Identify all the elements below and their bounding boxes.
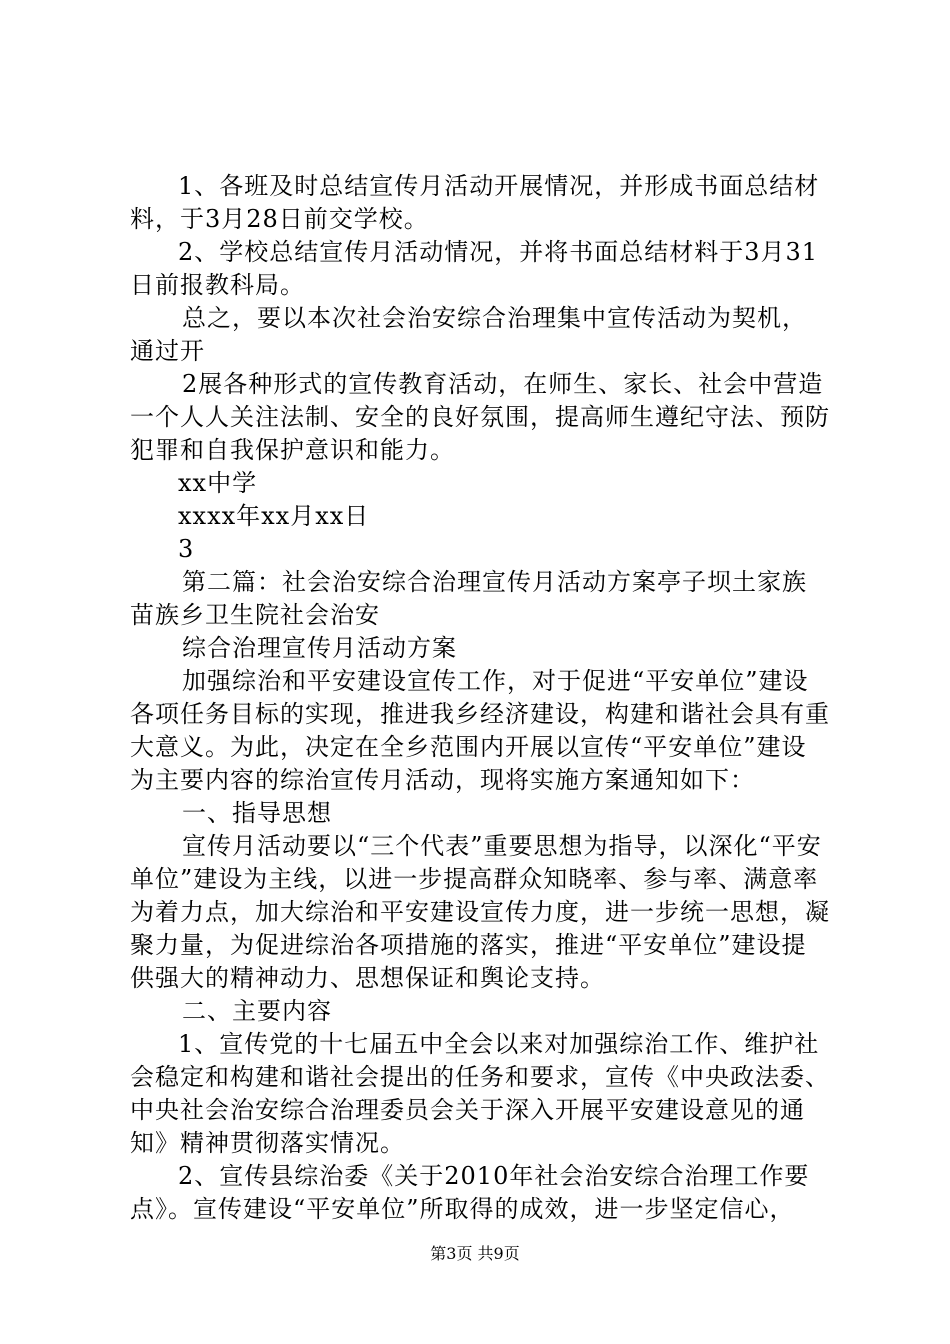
heading-guiding-ideology: 一、指导思想 xyxy=(182,799,332,827)
paragraph-conclusion: 总之，要以本次社会治安综合治理集中宣传活动为契机，通过开 xyxy=(130,304,807,365)
signature-date: xxxx年xx月xx日 xyxy=(178,502,370,530)
paragraph-content-item-1: 1、宣传党的十七届五中全会以来对加强综治工作、维护社会稳定和构建和谐社会提出的任务和要求，宣传《中央政法委、中央社会治安综合治理委员会关于深入开展平安建设意见的通知》精神贯彻落实情况。 xyxy=(130,1030,830,1157)
section-heading-part2-cont: 综合治理宣传月活动方案 xyxy=(182,634,457,662)
page-footer: 第3页 共9页 xyxy=(430,1244,520,1263)
paragraph-summary-class: 1、各班及时总结宣传月活动开展情况，并形成书面总结材料，于3月28日前交学校。 xyxy=(130,172,820,233)
paragraph-introduction: 加强综治和平安建设宣传工作，对于促进“平安单位”建设各项任务目标的实现，推进我乡经济建设，构建和谐社会具有重大意义。为此，决定在全乡范围内开展以宣传“平安单位”建设为主要内容的综治宣传月活动，现将实施方案通知如下： xyxy=(130,667,830,794)
signature-school: xx中学 xyxy=(178,469,258,497)
paragraph-conclusion-cont: 2展各种形式的宣传教育活动，在师生、家长、社会中营造一个人人关注法制、安全的良好氛围，提高师生遵纪守法、预防犯罪和自我保护意识和能力。 xyxy=(130,370,830,464)
section-heading-part2: 第二篇：社会治安综合治理宣传月活动方案亭子坝土家族苗族乡卫生院社会治安 xyxy=(130,568,807,629)
paragraph-summary-school: 2、学校总结宣传月活动情况，并将书面总结材料于3月31日前报教科局。 xyxy=(130,238,819,299)
page-number-inline: 3 xyxy=(178,535,195,563)
document-body xyxy=(130,170,830,1226)
paragraph-guiding-ideology: 宣传月活动要以“三个代表”重要思想为指导，以深化“平安单位”建设为主线，以进一步提高群众知晓率、参与率、满意率为着力点，加大综治和平安建设宣传力度，进一步统一思想，凝聚力量，为促进综治各项措施的落实，推进“平安单位”建设提供强大的精神动力、思想保证和舆论支持。 xyxy=(130,832,830,992)
paragraph-content-item-2: 2、宣传县综治委《关于2010年社会治安综合治理工作要点》。宣传建设“平安单位”所取得的成效，进一步坚定信心， xyxy=(130,1162,810,1223)
heading-main-content: 二、主要内容 xyxy=(182,997,332,1025)
